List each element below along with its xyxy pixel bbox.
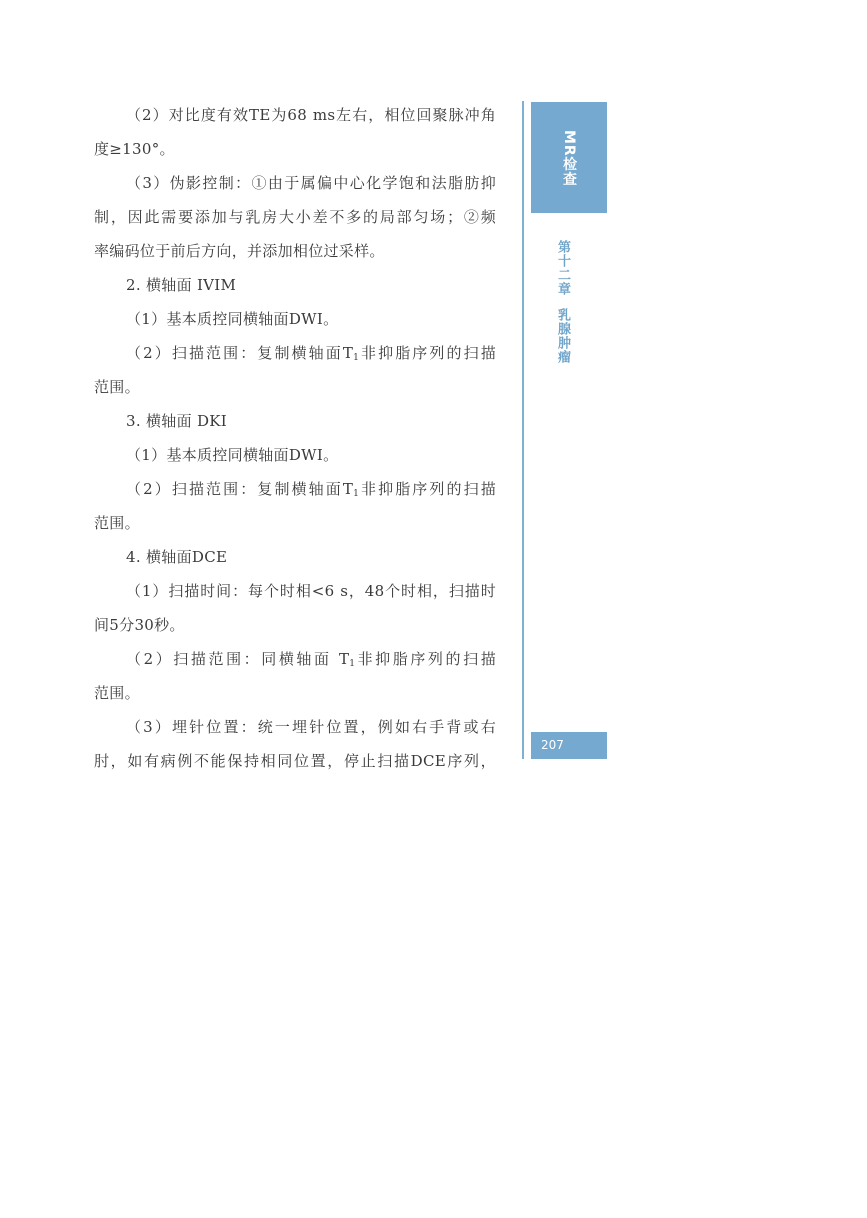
body-text <box>94 98 496 778</box>
page-number: 207 <box>531 732 607 759</box>
text-line: （3）伪影控制：①由于属偏中心化学饱和法脂肪抑 <box>126 174 496 192</box>
section-tab <box>531 102 607 213</box>
text-line: （1）基本质控同横轴面DWI。 <box>126 310 339 328</box>
text-line: 范围。 <box>94 378 140 396</box>
text-line: （2）扫描范围：复制横轴面$T_1$非抑脂序列的扫描 <box>126 344 496 363</box>
margin-rule <box>522 101 524 759</box>
text-line: （2）扫描范围：同横轴面 $T_1$非抑脂序列的扫描 <box>126 650 496 669</box>
section-heading: 3. 横轴面 DKI <box>126 412 228 430</box>
text-line: （2）扫描范围：复制横轴面$T_1$非抑脂序列的扫描 <box>126 480 496 499</box>
text-line: 间5分30秒。 <box>94 616 185 634</box>
text-line: 肘，如有病例不能保持相同位置，停止扫描DCE序列， <box>94 752 496 770</box>
section-heading: 2. 横轴面 IVIM <box>126 276 237 294</box>
text-line: （2）对比度有效TE为68 ms左右，相位回聚脉冲角 <box>126 106 496 124</box>
text-line: 度≥130°。 <box>94 140 175 158</box>
chapter-number: 第十二章 <box>555 240 570 296</box>
text-line: 率编码位于前后方向，并添加相位过采样。 <box>94 242 385 260</box>
text-line: 范围。 <box>94 684 140 702</box>
text-line: 范围。 <box>94 514 140 532</box>
text-line: （1）基本质控同横轴面DWI。 <box>126 446 339 464</box>
text-line: （1）扫描时间：每个时相<6 s，48个时相，扫描时 <box>126 582 496 600</box>
chapter-running-head <box>553 240 572 364</box>
chapter-title: 乳腺肿瘤 <box>555 308 570 364</box>
text-line: （3）埋针位置：统一埋针位置，例如右手背或右 <box>126 718 496 736</box>
section-tab-label: MR检查 <box>561 130 577 187</box>
text-line: 制，因此需要添加与乳房大小差不多的局部匀场；②频 <box>94 208 496 226</box>
section-heading: 4. 横轴面DCE <box>126 548 228 566</box>
